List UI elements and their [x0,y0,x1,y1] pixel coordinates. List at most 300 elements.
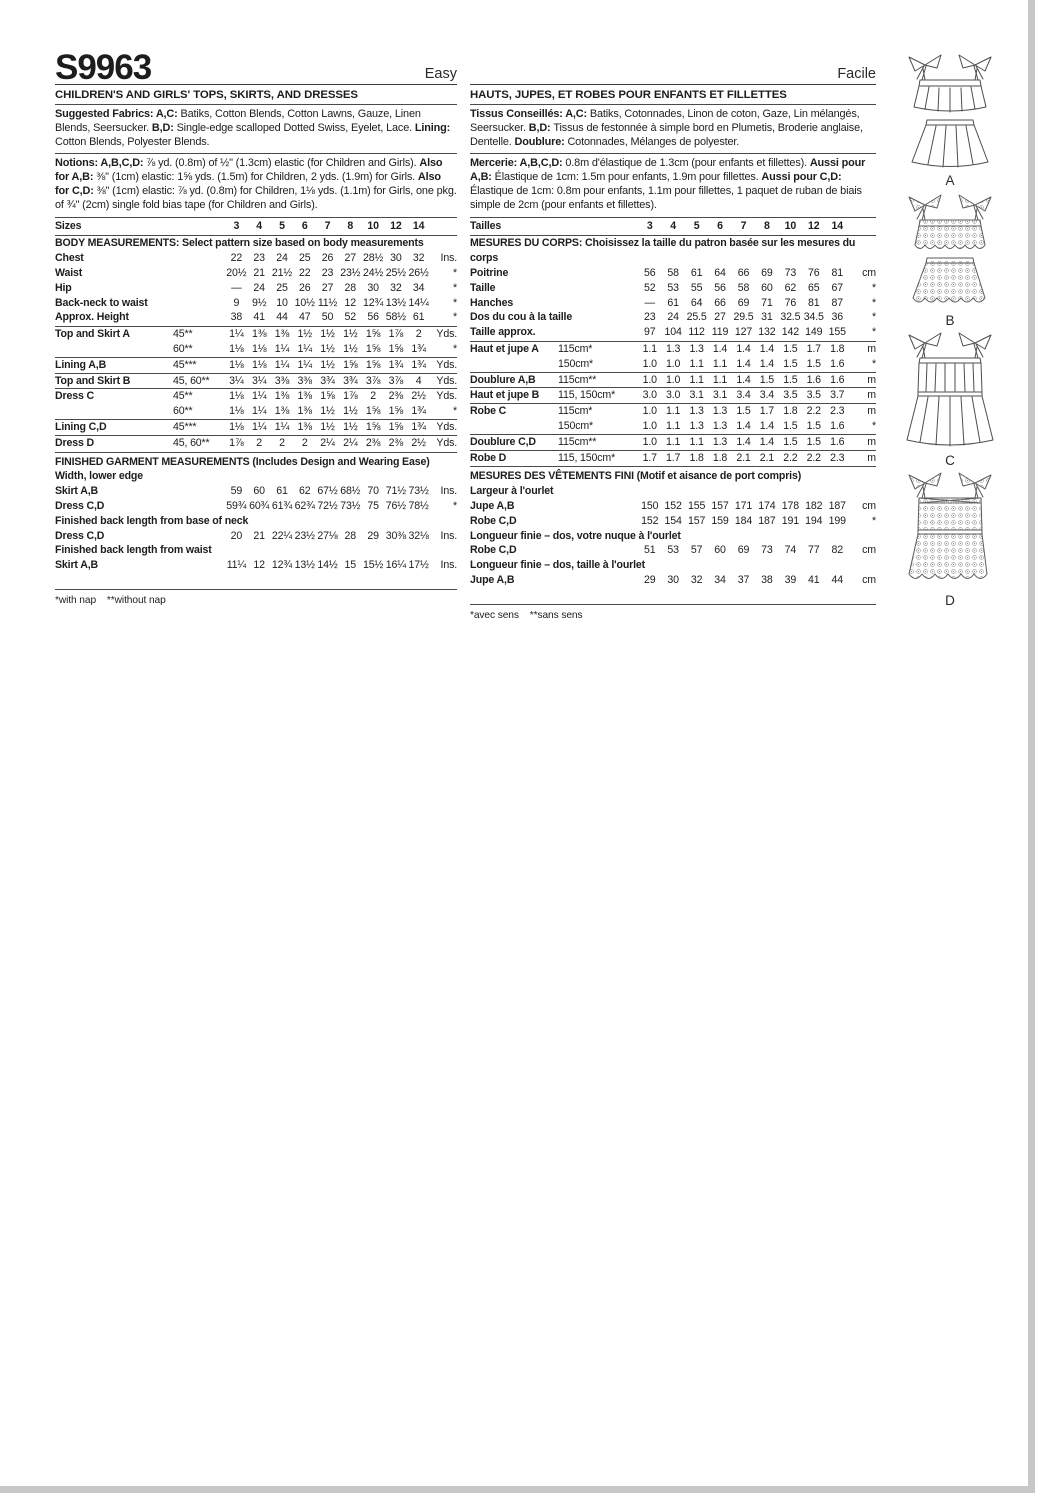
size-value: 159 [711,514,729,527]
text-segment: Doublure: [514,135,568,148]
text-segment: ⅜" (1cm) elastic: 1⅝ yds. (1.5m) for Children, 2 yds. (1.9m) for Girls. [96,171,418,184]
size-value: 1⅝ [365,328,381,341]
size-value: 1½ [297,328,312,341]
size-value: 32.5 [780,311,801,324]
size-value: 1.0 [642,405,657,418]
size-value: 1.1 [642,342,657,355]
table-row [470,325,876,340]
size-value: 73½ [408,485,429,498]
size-value: 1.5 [783,342,798,355]
size-value: 29.5 [733,311,754,324]
row-label: Dress C [55,390,94,403]
unit-label: * [453,342,458,355]
size-value: 1.6 [806,373,821,386]
unit-label: Ins. [440,252,458,265]
table-row [470,218,876,237]
text-segment: Batiks, Cotonnades, Linon de coton, Gaze, Lin mélangés, Seersucker. [470,108,860,134]
size-value: 1⅝ [388,405,404,418]
size-value: 112 [688,326,705,339]
size-value: 4 [415,374,422,387]
size-value: 1.8 [830,342,845,355]
table-row [55,281,457,296]
unit-label: Yds. [436,436,458,449]
table-subheading: Finished back length from base of neck [55,514,249,527]
size-value: 27 [321,281,334,294]
size-value: 3 [646,220,653,233]
text-segment: Tissus Conseillés: A,C: [470,108,590,120]
size-value: 2.3 [830,405,845,418]
table-row [470,514,876,529]
size-value: 62 [298,485,311,498]
size-value: 24½ [362,266,384,279]
size-value: 27 [714,311,726,324]
size-value: 127 [734,326,753,339]
size-value: 3.4 [736,389,751,402]
size-value: 1½ [320,328,335,341]
size-value: 2.2 [806,405,821,418]
size-value: 1⅛ [251,358,267,371]
unit-label: Yds. [436,390,458,403]
size-value: 69 [737,544,750,557]
size-value: 1¾ [411,342,426,355]
size-value: 1⅝ [320,390,335,403]
size-value: 1.4 [736,419,751,432]
fabric-width: 150cm* [558,357,594,370]
unit-label: Yds. [436,420,458,433]
size-value: 1.8 [783,405,798,418]
size-value: 10 [367,220,379,233]
size-value: 82 [831,544,843,557]
size-value: 76 [784,296,797,309]
table-row [470,342,876,357]
row-label: Sizes [55,220,82,233]
finished-measurements-table-fr [470,467,876,587]
size-value: 52 [344,311,357,324]
size-value: 1.7 [666,451,681,464]
size-value: 29 [643,573,656,586]
size-value: 1.7 [759,405,775,418]
size-value: 50 [321,311,334,324]
body-measurements-table-fr [470,218,876,342]
size-value: 1.7 [806,342,821,355]
size-value: 1⅞ [343,390,358,403]
size-value: 61 [412,311,425,324]
text-segment: Notions: A,B,C,D: [55,157,147,170]
size-value: 65 [808,281,820,294]
size-value: 44 [831,573,843,586]
size-value: 1½ [320,342,335,355]
suggested-fabrics-en [55,105,457,154]
size-value: 1⅛ [229,390,244,403]
title-en: CHILDREN'S AND GIRLS' TOPS, SKIRTS, AND DRESSES [55,85,457,105]
size-value: 25½ [385,266,406,279]
size-value: 25.5 [686,311,707,324]
row-label: Skirt A,B [55,559,98,572]
size-value: 191 [781,514,799,527]
table-row [470,310,876,325]
garment-label-b: B [945,313,955,328]
size-value: 78½ [408,499,429,512]
size-value: 37 [737,573,750,586]
text-segment: Batiks, Cotton Blends, Cotton Lawns, Gauze, Linen Blends, Seersucker. [55,108,421,134]
size-value: 41 [253,311,265,324]
table-row [55,558,457,573]
size-value: 1¼ [297,358,312,371]
size-value: 24 [667,311,679,324]
size-value: 1¼ [251,420,267,433]
size-value: 1⅛ [251,342,267,355]
size-value: 154 [664,514,682,527]
size-value: 1⅜ [274,328,290,341]
row-label: Robe C,D [470,514,517,527]
size-value: 69 [737,296,750,309]
size-value: 28 [344,281,357,294]
size-value: 6 [301,220,308,233]
size-value: 32 [412,252,425,265]
size-value: 56 [714,281,726,294]
table-row [470,403,876,419]
size-value: 1¼ [274,358,290,371]
size-value: 1⅝ [365,358,381,371]
table-subheading: Largeur à l'ourlet [470,485,554,498]
text-segment: Aussi pour C,D: [761,171,842,184]
row-label: Dress C,D [55,499,105,512]
size-value: — [644,296,655,309]
size-value: 2¼ [343,436,358,449]
unit-label: m [867,435,876,448]
size-value: 23 [321,266,334,279]
size-value: 2 [301,436,308,449]
size-value: 6 [717,220,723,233]
size-value: 1.5 [806,419,821,432]
size-value: 1.6 [830,373,845,386]
size-value: 73½ [340,499,361,512]
size-value: 22 [298,266,311,279]
row-label: Dress C,D [55,529,105,542]
size-value: 9½ [251,296,267,309]
unit-label: cm [862,499,876,512]
text-segment: Lining: [414,121,451,134]
size-value: 76½ [385,499,406,512]
garment-c-line-art [894,330,1006,452]
size-value: 53 [667,281,679,294]
size-value: 184 [734,514,753,527]
size-value: 3.5 [783,389,798,402]
size-value: 67 [831,281,843,294]
size-value: 1¼ [274,420,290,433]
garment-view-d [886,468,1014,608]
size-value: 4 [670,220,677,233]
size-value: 67½ [317,485,338,498]
table-row [470,387,876,403]
size-value: 2 [415,328,422,341]
fabric-width: 45** [173,328,193,341]
size-value: 14 [412,220,425,233]
size-value: 1.1 [666,405,681,418]
size-value: 1¾ [388,358,404,371]
size-value: 1.5 [806,357,821,370]
fabric-width: 115cm* [558,342,593,355]
size-value: 3¾ [343,374,358,387]
size-value: 62¾ [294,499,315,512]
unit-label: Ins. [440,559,458,572]
size-value: 20 [230,529,243,542]
size-value: 58 [737,281,750,294]
size-value: 4 [256,220,263,233]
garment-b-line-art [894,190,1006,312]
size-value: 3¾ [320,374,335,387]
table-subheading: Width, lower edge [55,470,143,483]
size-value: 61 [690,266,703,279]
fabric-width: 45, 60** [173,374,210,387]
size-value: 76 [808,266,820,279]
fabric-width: 115, 150cm* [558,451,616,464]
size-value: 61 [276,485,288,498]
size-value: 30 [667,573,679,586]
size-value: 3.7 [830,389,845,402]
size-value: 10 [784,220,797,233]
size-value: 1.0 [642,419,657,432]
garment-label-c: C [945,453,955,468]
size-value: 194 [805,514,823,527]
size-value: 60¾ [249,499,270,512]
yardage-table-en [55,327,457,452]
size-value: 58 [667,266,679,279]
size-value: 2½ [411,390,426,403]
size-value: 1¼ [274,342,290,355]
unit-label: * [871,326,876,339]
size-value: 7 [324,220,331,233]
size-value: 25 [298,252,311,265]
table-row [55,419,457,435]
size-value: 41 [808,573,820,586]
size-value: 1⅜ [297,390,312,403]
size-value: 60 [253,485,265,498]
size-value: 157 [687,514,706,527]
size-value: 5 [279,220,285,233]
size-value: 73 [761,544,773,557]
text-segment: Also for A,B: [55,157,443,184]
size-value: 1½ [343,420,358,433]
table-row [55,342,457,357]
size-value: 1⅞ [388,328,404,341]
size-value: 55 [690,281,703,294]
size-value: 38 [230,311,243,324]
notions-en [55,154,457,217]
row-label: Hanches [470,296,514,309]
size-value: 1.4 [736,435,751,448]
size-value: 1⅛ [229,342,244,355]
size-value: 1⅜ [274,390,290,403]
size-value: 155 [687,499,706,512]
unit-label: * [453,311,458,324]
size-value: 21½ [271,266,293,279]
size-value: 1.4 [712,342,728,355]
size-value: 1.3 [712,435,728,448]
table-row [55,373,457,389]
size-value: 1¼ [251,405,267,418]
size-value: 152 [641,514,659,527]
size-value: 1.1 [712,373,728,386]
size-value: 1⅝ [343,358,358,371]
unit-label: * [871,357,876,370]
size-value: 27⅛ [317,529,338,542]
row-label: Lining A,B [55,358,107,371]
size-value: 17½ [408,559,429,572]
size-value: 75 [367,499,379,512]
unit-label: Yds. [436,374,458,387]
size-value: 132 [758,326,776,339]
size-value: 119 [711,326,729,339]
size-value: 1¼ [251,390,267,403]
garment-view-b [886,188,1014,328]
size-value: 22¼ [271,529,293,542]
size-value: 199 [828,514,846,527]
unit-label: * [453,296,458,309]
size-value: 1.5 [806,435,821,448]
size-value: 1.1 [666,435,681,448]
size-value: 81 [808,296,820,309]
size-value: 70 [367,485,379,498]
size-value: 14½ [317,559,338,572]
table-row [470,434,876,450]
size-value: 36 [831,311,843,324]
size-value: 14¼ [408,296,429,309]
size-value: 1.4 [759,435,775,448]
table-row [470,372,876,388]
table-subheading: Finished back length from waist [55,544,212,557]
size-value: 8 [764,220,770,233]
size-value: 38 [761,573,773,586]
row-label: Lining C,D [55,420,107,433]
table-row [55,484,457,499]
size-value: 12¾ [271,559,293,572]
english-header [55,44,457,85]
size-value: 34 [714,573,726,586]
fabric-width: 115cm** [558,373,597,386]
size-value: 3⅞ [388,374,404,387]
size-value: 30 [390,252,402,265]
size-value: 5 [693,220,700,233]
fabric-width: 45*** [173,420,197,433]
row-label: Taille approx. [470,326,536,339]
size-value: 1¾ [411,420,426,433]
size-value: 64 [714,266,726,279]
size-value: 3⅞ [365,374,381,387]
title-fr: HAUTS, JUPES, ET ROBES POUR ENFANTS ET FILLETTES [470,85,876,105]
unit-label: Yds. [436,358,458,371]
size-value: 11¼ [226,559,247,572]
size-value: 1.4 [736,357,751,370]
table-row [470,419,876,434]
size-value: 1.1 [689,373,704,386]
size-value: 32 [390,281,402,294]
fabric-width: 45** [173,390,193,403]
size-value: 1⅜ [297,405,312,418]
size-value: 12 [390,220,402,233]
text-segment: Mercerie: A,B,C,D: [470,157,566,170]
table-row [55,296,457,311]
size-value: 1.0 [666,357,681,370]
unit-label: * [871,514,876,527]
size-value: 7 [740,220,747,233]
row-label: Robe D [470,451,507,464]
fabric-width: 115, 150cm* [558,389,616,402]
size-value: 1⅝ [388,420,404,433]
size-value: 1⅛ [229,358,244,371]
size-value: 24 [276,252,288,265]
size-value: 3¼ [229,374,244,387]
size-value: 56 [643,266,656,279]
size-value: 87 [831,296,843,309]
size-value: 1.0 [642,373,657,386]
size-value: 1.4 [759,342,775,355]
size-value: 26 [321,252,334,265]
size-value: 32⅛ [408,529,429,542]
size-value: 97 [643,326,656,339]
size-value: 44 [276,311,288,324]
table-row [55,327,457,342]
size-value: 3⅜ [274,374,290,387]
size-value: 2.2 [783,451,798,464]
size-value: 34 [412,281,425,294]
size-value: 2¼ [320,436,335,449]
row-label: Top and Skirt A [55,328,130,341]
size-value: 24 [253,281,265,294]
unit-label: * [871,296,876,309]
size-value: 27 [344,252,357,265]
english-column [55,44,457,606]
fabric-width: 45, 60** [173,436,210,449]
size-value: 1.3 [689,342,704,355]
size-value: 15 [344,559,357,572]
size-value: 77 [808,544,820,557]
size-value: 21 [253,266,265,279]
unit-label: * [871,311,876,324]
table-row [470,450,876,466]
size-value: 174 [758,499,776,512]
size-value: 25 [276,281,288,294]
unit-label: cm [862,544,876,557]
size-value: 57 [690,544,703,557]
text-segment: Tissus de festonnée à simple bord en Plumetis, Broderie anglaise, Dentelle. [470,121,863,148]
size-value: 1.1 [666,419,681,432]
size-value: 61 [667,296,679,309]
size-value: 59¾ [226,499,247,512]
row-label: Haut et jupe B [470,389,540,402]
size-value: 73 [784,266,797,279]
table-row [470,573,876,588]
unit-label: * [871,281,876,294]
size-value: 47 [298,311,311,324]
table-row [55,218,457,237]
table-row [470,499,876,514]
unit-label: * [453,499,458,512]
size-value: 28 [344,529,357,542]
size-value: 1.4 [759,357,775,370]
size-value: 22 [230,252,243,265]
fabric-width: 115cm* [558,405,593,418]
size-value: 3 [233,220,240,233]
row-label: Poitrine [470,266,509,279]
row-label: Jupe A,B [470,573,515,586]
size-value: 81 [831,266,843,279]
size-value: 2.1 [759,451,775,464]
row-label: Dos du cou à la taille [470,311,573,324]
size-value: 23½ [294,529,315,542]
size-value: 2½ [411,436,426,449]
size-value: 1⅞ [229,436,244,449]
